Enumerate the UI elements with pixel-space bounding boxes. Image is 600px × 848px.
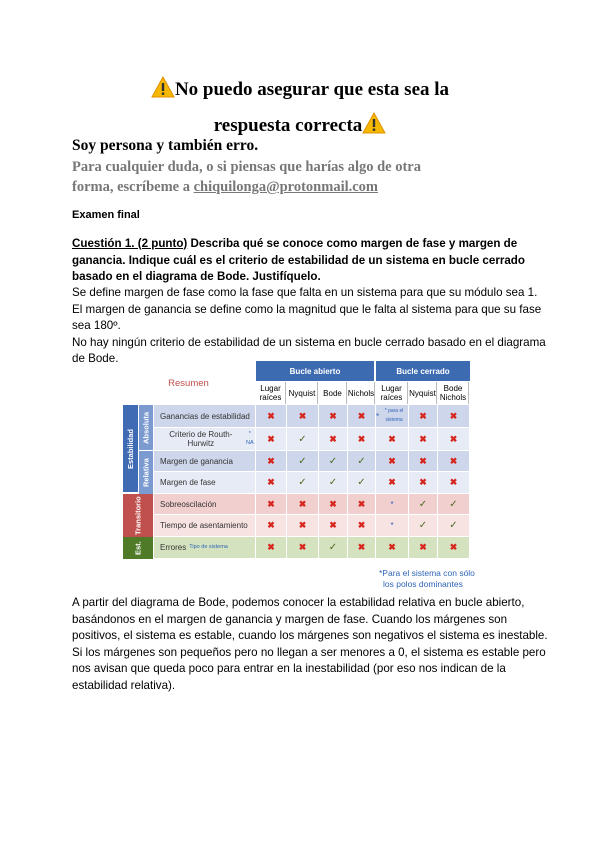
check-icon: ✓: [449, 498, 458, 510]
check-icon: ✓: [328, 477, 338, 488]
answer-line: positivos, el sistema es estable, cuando los márgenes son negativos el sistema es inestable.: [72, 629, 548, 642]
cross-icon: ✖: [357, 410, 366, 421]
question-text-2: ganancia. Indique cuál es el criterio de estabilidad de un sistema en bucle cerrado: [72, 253, 525, 267]
table-cell: [438, 472, 469, 493]
table-cell: [438, 405, 469, 427]
answer-line: de Bode.: [72, 352, 119, 365]
row-label: Ganancias de estabilidad: [154, 405, 255, 427]
table-cell: [438, 451, 469, 471]
cross-icon: ✖: [388, 477, 396, 487]
cross-icon: ✖: [449, 433, 458, 444]
column-header: Bode Nichols: [438, 382, 469, 404]
answer-line: nos avisan que queda poco para entrar en la inestabilidad (por eso nos indican de la: [72, 662, 506, 675]
table-cell: [438, 537, 469, 558]
table-cell: [256, 472, 286, 493]
row-label: Tiempo de asentamiento: [154, 515, 255, 536]
table-cell: [319, 515, 347, 536]
cross-icon: ✖: [298, 498, 307, 509]
table-cell: [348, 494, 375, 514]
answer-line: estabilidad relativa).: [72, 678, 176, 692]
contact-line-2: [72, 177, 421, 197]
column-header: Nyquist: [287, 382, 318, 404]
answer-line: basándonos en el margen de ganancia y margen de fase. Cuando los márgenes son: [72, 612, 508, 626]
group-header-open: Bucle abierto: [256, 361, 374, 381]
cross-icon: ✖: [298, 520, 307, 530]
table-cell: [438, 428, 469, 450]
table-cell: [348, 428, 375, 450]
disclaimer-title-line1: [0, 76, 600, 101]
cross-icon: ✖: [449, 477, 458, 487]
table-footnote: [379, 568, 475, 590]
question-label: Cuestión 1. (2 punto): [72, 237, 188, 250]
answer-paragraph-3: [72, 595, 552, 694]
cross-icon: ✖: [329, 498, 337, 509]
answer-line: sea 180º.: [72, 319, 121, 332]
exam-heading: Examen final: [72, 209, 140, 221]
question-1: [72, 236, 542, 286]
column-header: Lugar raíces: [256, 382, 286, 404]
table-cell: [438, 515, 469, 536]
check-icon: ✓: [298, 433, 307, 445]
table-cell: [348, 451, 375, 471]
answer-paragraph-1: [72, 285, 552, 368]
table-cell: [256, 537, 286, 558]
cross-icon: ✖: [419, 455, 427, 466]
category-transient: Transitorio: [123, 494, 153, 537]
summary-table: [123, 361, 470, 561]
contact-line-1: Para cualquier duda, o si piensas que harías algo de otra: [72, 159, 421, 175]
table-cell: [256, 451, 286, 471]
answer-line: El margen de ganancia se define como la magnitud que le falta al sistema para que su fase: [72, 302, 542, 316]
cross-icon: ✖: [267, 433, 275, 444]
category-relative: Relativa: [139, 451, 153, 494]
disclaimer-title-line2: [0, 112, 600, 137]
table-cell: [287, 428, 318, 450]
table-cell: [319, 405, 347, 427]
cross-icon: ✖: [388, 433, 396, 444]
row-note: * NA: [246, 431, 254, 446]
answer-line: No hay ningún criterio de estabilidad de un sistema en bucle cerrado basado en el diagrama: [72, 335, 546, 349]
star-note: * para el sistema: [384, 408, 404, 423]
cross-icon: ✖: [267, 520, 275, 530]
table-cell: [287, 451, 318, 471]
table-cell: [287, 537, 318, 558]
table-cell: [376, 405, 408, 427]
check-icon: ✓: [298, 455, 307, 467]
table-cell: [409, 405, 437, 427]
table-cell: [256, 405, 286, 427]
table-cell: [348, 537, 375, 558]
row-label: Sobreoscilación: [154, 494, 255, 514]
table-cell: [287, 515, 318, 536]
cross-icon: ✖: [267, 455, 275, 466]
table-cell: [348, 472, 375, 493]
cross-icon: ✖: [267, 410, 275, 421]
table-cell: [348, 515, 375, 536]
table-cell: [409, 451, 437, 471]
column-header: Bode: [319, 382, 347, 404]
title-text-1: No puedo asegurar que esta sea la: [174, 79, 450, 100]
check-icon: ✓: [449, 520, 458, 531]
asterisk-icon: *: [390, 521, 394, 530]
check-icon: ✓: [418, 520, 428, 531]
table-cell: [319, 451, 347, 471]
check-icon: ✓: [357, 477, 366, 488]
table-cell: [256, 494, 286, 514]
table-cell: [376, 428, 408, 450]
asterisk-icon: *: [390, 499, 394, 509]
answer-line: Se define margen de fase como la fase que falta en un sistema para que su módulo sea 1.: [72, 286, 538, 299]
table-cell: [256, 515, 286, 536]
check-icon: ✓: [328, 542, 338, 553]
table-cell: [409, 515, 437, 536]
contact-email-link[interactable]: chiquilonga@protonmail.com: [193, 179, 379, 195]
cross-icon: ✖: [449, 410, 458, 421]
table-cell: [319, 537, 347, 558]
table-cell: [256, 428, 286, 450]
cross-icon: ✖: [419, 477, 427, 487]
warning-icon: [151, 76, 175, 98]
column-header: Nyquist: [409, 382, 437, 404]
check-icon: ✓: [328, 455, 338, 467]
row-label: Margen de ganancia: [154, 451, 255, 471]
cross-icon: ✖: [357, 498, 366, 509]
table-cell: [287, 494, 318, 514]
table-cell: [409, 428, 437, 450]
cross-icon: ✖: [419, 410, 427, 421]
row-label: Margen de fase: [154, 472, 255, 493]
category-stability: Estabilidad: [123, 405, 138, 492]
check-icon: ✓: [298, 477, 307, 488]
table-cell: [409, 472, 437, 493]
cross-icon: ✖: [267, 498, 275, 509]
cross-icon: ✖: [298, 542, 307, 552]
table-cell: [319, 472, 347, 493]
cross-icon: ✖: [329, 410, 337, 421]
category-absolute: Absoluta: [139, 405, 153, 450]
cross-icon: ✖: [357, 520, 366, 530]
answer-line: A partir del diagrama de Bode, podemos conocer la estabilidad relativa en bucle abierto,: [72, 596, 525, 609]
cross-icon: ✖: [298, 410, 307, 421]
table-cell: [319, 494, 347, 514]
cross-icon: ✖: [357, 433, 366, 444]
column-header: Lugar raíces: [376, 382, 408, 404]
disclaimer-subtitle: Soy persona y también erro.: [72, 137, 259, 154]
cross-icon: ✖: [329, 520, 337, 530]
cross-icon: ✖: [449, 455, 458, 466]
cross-icon: ✖: [449, 542, 458, 552]
contact-prefix: forma, escríbeme a: [72, 179, 194, 195]
disclaimer-contact: [72, 157, 421, 197]
footnote-line-1: *Para el sistema con sólo: [379, 568, 475, 578]
cross-icon: ✖: [267, 542, 275, 552]
cross-icon: ✖: [267, 477, 275, 487]
cross-icon: ✖: [388, 542, 396, 552]
column-header: Nichols: [348, 382, 375, 404]
warning-icon: [362, 112, 386, 134]
table-cell: [376, 472, 408, 493]
cross-icon: ✖: [388, 455, 396, 466]
row-note: Tipo de sistema: [189, 544, 228, 550]
question-text-1: Describa qué se conoce como margen de fase y margen de: [187, 237, 518, 250]
answer-line: Si los márgenes son pequeños pero no llegan a ser menores a 0, el sistema es estable pero: [72, 645, 546, 659]
question-text-3: basado en el diagrama de Bode. Justifíquelo.: [72, 270, 321, 283]
category-steady: Est.: [123, 537, 153, 559]
table-cell: [376, 515, 408, 536]
table-cell: [438, 494, 469, 514]
cross-icon: ✖: [419, 542, 427, 552]
table-title: Resumen: [168, 377, 209, 389]
row-label: Errores Tipo de sistema: [154, 537, 255, 558]
table-cell: [376, 494, 408, 514]
check-icon: ✓: [418, 498, 428, 510]
row-label: Criterio de Routh-Hurwitz * NA: [154, 428, 255, 450]
cross-icon: ✖: [357, 542, 366, 552]
table-cell: [348, 405, 375, 427]
table-cell: [409, 494, 437, 514]
table-cell: [287, 405, 318, 427]
table-cell: [319, 428, 347, 450]
table-cell: [409, 537, 437, 558]
asterisk-icon: *: [376, 411, 380, 421]
footnote-line-2: los polos dominantes: [383, 579, 463, 589]
cross-icon: ✖: [329, 433, 337, 444]
cross-icon: ✖: [419, 433, 427, 444]
table-cell: [376, 537, 408, 558]
table-cell: [287, 472, 318, 493]
group-header-closed: Bucle cerrado: [376, 361, 470, 381]
table-cell: [376, 451, 408, 471]
check-icon: ✓: [357, 455, 366, 467]
title-text-2: respuesta correcta: [213, 115, 363, 136]
